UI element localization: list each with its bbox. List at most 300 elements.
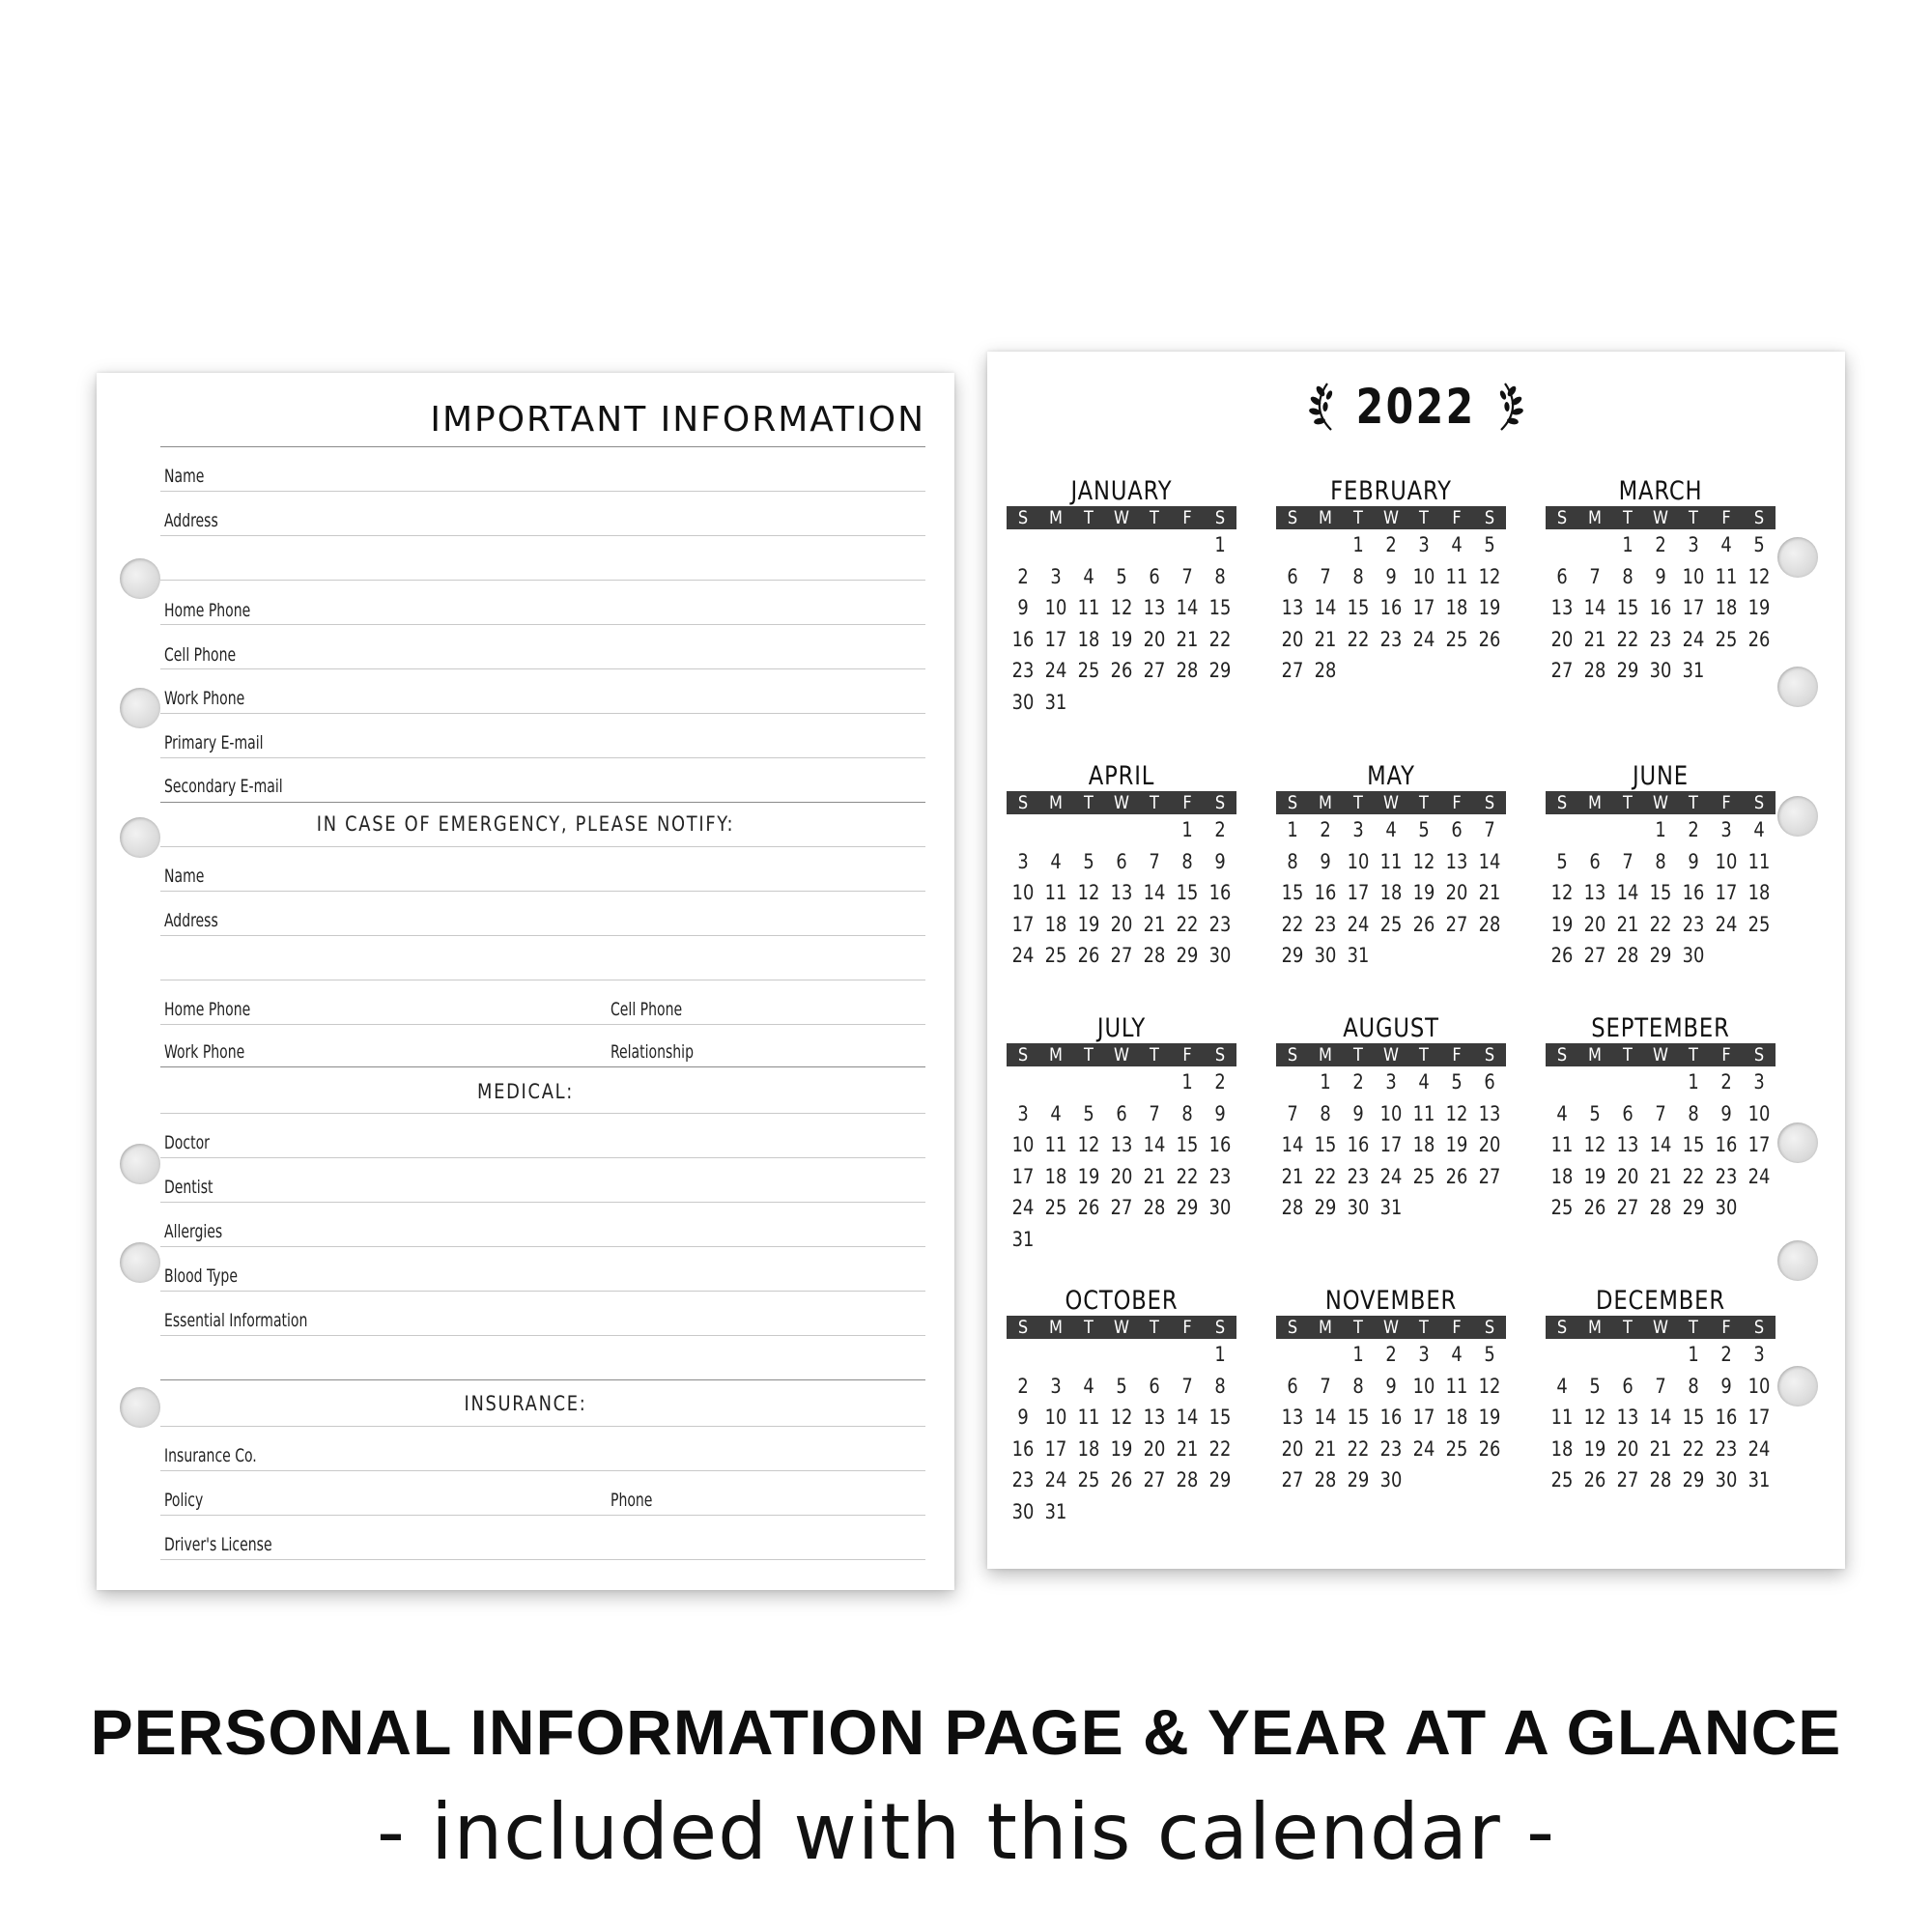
- day-cell: 14: [1649, 1133, 1672, 1156]
- empty-day-cell: [1647, 1066, 1675, 1098]
- day-cell: 3: [1753, 1343, 1765, 1366]
- day-cell: 29: [1682, 1196, 1705, 1219]
- blood-type-label: Blood Type: [164, 1265, 238, 1287]
- day-cell: 21: [1478, 881, 1501, 904]
- weekday-label: M: [1588, 507, 1602, 528]
- day-cell: 27: [1143, 659, 1166, 682]
- month-october: [1007, 1287, 1236, 1527]
- empty-day-cell: [1581, 1066, 1609, 1098]
- day-cell: 28: [1143, 944, 1166, 967]
- day-cell: 14: [1616, 881, 1639, 904]
- day-cell: 19: [1478, 596, 1501, 619]
- weekday-label: W: [1653, 792, 1668, 813]
- day-cell: 18: [1445, 596, 1468, 619]
- day-cell: 8: [1320, 1101, 1331, 1125]
- weekday-label: W: [1383, 507, 1399, 528]
- day-cell: 17: [1011, 1164, 1035, 1188]
- day-cell: 22: [1176, 1164, 1199, 1188]
- day-cell: 18: [1077, 627, 1100, 651]
- day-cell: 13: [1478, 1101, 1501, 1125]
- day-cell: 19: [1550, 912, 1574, 936]
- divider: [160, 802, 925, 803]
- day-cell: 9: [1214, 1101, 1226, 1125]
- emergency-relationship-label: Relationship: [611, 1041, 694, 1063]
- day-cell: 23: [1715, 1164, 1738, 1188]
- day-cell: 18: [1550, 1164, 1574, 1188]
- day-cell: 18: [1445, 1406, 1468, 1429]
- day-cell: 11: [1550, 1406, 1574, 1429]
- binder-hole: [120, 558, 160, 599]
- emergency-work-phone-label: Work Phone: [164, 1041, 245, 1063]
- weekday-label: S: [1484, 1317, 1495, 1338]
- weekday-label: T: [1150, 507, 1159, 528]
- cell-phone-label: Cell Phone: [164, 644, 237, 666]
- day-cell: 21: [1314, 627, 1337, 651]
- weekday-label: M: [1319, 1317, 1332, 1338]
- weekday-header: [1276, 1043, 1506, 1066]
- day-cell: 11: [1077, 596, 1100, 619]
- weekday-label: S: [1484, 507, 1495, 528]
- day-cell: 30: [1011, 1499, 1035, 1523]
- day-cell: 17: [1747, 1406, 1771, 1429]
- day-cell: 28: [1583, 659, 1606, 682]
- weekday-label: W: [1383, 1317, 1399, 1338]
- binder-hole: [1777, 667, 1818, 707]
- weekday-label: F: [1452, 1317, 1462, 1338]
- day-cell: 26: [1110, 659, 1133, 682]
- day-cell: 28: [1176, 659, 1199, 682]
- day-cell: 20: [1616, 1436, 1639, 1461]
- important-information-page: [97, 373, 954, 1590]
- day-cell: 8: [1214, 564, 1226, 588]
- weekday-header: [1007, 1316, 1236, 1339]
- day-cell: 3: [1352, 818, 1364, 841]
- day-cell: 12: [1110, 596, 1133, 619]
- day-cell: 24: [1747, 1164, 1771, 1188]
- empty-day-cell: [1174, 529, 1202, 561]
- day-cell: 18: [1550, 1436, 1574, 1461]
- empty-day-cell: [1009, 1066, 1037, 1098]
- day-cell: 8: [1181, 1101, 1193, 1125]
- month-may: [1276, 762, 1506, 972]
- month-name: FEBRUARY: [1330, 476, 1452, 506]
- day-grid: [1007, 814, 1236, 972]
- divider: [160, 846, 925, 847]
- day-cell: 16: [1208, 881, 1232, 904]
- emergency-address-label: Address: [164, 910, 218, 931]
- empty-day-cell: [1548, 1339, 1577, 1371]
- day-cell: 12: [1110, 1406, 1133, 1429]
- day-cell: 5: [1116, 1374, 1127, 1398]
- emergency-cell-phone-label: Cell Phone: [611, 999, 683, 1020]
- day-cell: 2: [1655, 533, 1666, 556]
- empty-day-cell: [1075, 814, 1103, 846]
- empty-day-cell: [1141, 814, 1169, 846]
- day-cell: 31: [1379, 1196, 1403, 1219]
- day-cell: 3: [1418, 533, 1430, 556]
- day-cell: 24: [1347, 912, 1370, 936]
- month-name: NOVEMBER: [1324, 1286, 1458, 1316]
- day-cell: 11: [1044, 1133, 1067, 1156]
- day-cell: 10: [1044, 1406, 1067, 1429]
- day-cell: 27: [1478, 1164, 1501, 1188]
- policy-line: [160, 1515, 925, 1516]
- day-cell: 22: [1682, 1164, 1705, 1188]
- day-grid: [1546, 814, 1776, 972]
- divider: [160, 1379, 925, 1380]
- day-cell: 14: [1143, 1133, 1166, 1156]
- day-cell: 26: [1478, 1436, 1501, 1461]
- day-cell: 8: [1352, 1374, 1364, 1398]
- day-cell: 3: [1753, 1070, 1765, 1094]
- day-cell: 8: [1688, 1101, 1699, 1125]
- weekday-label: T: [1084, 1044, 1094, 1065]
- month-april: [1007, 762, 1236, 972]
- day-cell: 22: [1649, 912, 1672, 936]
- day-cell: 24: [1715, 912, 1738, 936]
- divider: [160, 1113, 925, 1114]
- day-cell: 19: [1110, 1436, 1133, 1461]
- day-cell: 26: [1110, 1468, 1133, 1492]
- day-cell: 6: [1116, 849, 1127, 873]
- doctor-label: Doctor: [164, 1132, 210, 1153]
- day-cell: 7: [1655, 1374, 1666, 1398]
- day-cell: 26: [1583, 1468, 1606, 1492]
- empty-day-cell: [1009, 814, 1037, 846]
- day-cell: 12: [1583, 1133, 1606, 1156]
- day-cell: 5: [1589, 1101, 1601, 1125]
- day-cell: 11: [1747, 849, 1771, 873]
- day-cell: 28: [1176, 1468, 1199, 1492]
- day-cell: 17: [1682, 596, 1705, 619]
- binder-hole: [1777, 537, 1818, 578]
- day-cell: 8: [1655, 849, 1666, 873]
- day-grid: [1276, 814, 1506, 972]
- day-cell: 27: [1110, 1196, 1133, 1219]
- day-cell: 19: [1747, 596, 1771, 619]
- day-cell: 23: [1649, 627, 1672, 651]
- day-cell: 17: [1044, 1436, 1067, 1461]
- day-cell: 14: [1281, 1133, 1304, 1156]
- month-name: APRIL: [1088, 761, 1155, 791]
- empty-day-cell: [1279, 1066, 1307, 1098]
- day-cell: 19: [1445, 1133, 1468, 1156]
- day-cell: 28: [1649, 1196, 1672, 1219]
- empty-day-cell: [1614, 1339, 1642, 1371]
- day-cell: 3: [1688, 533, 1699, 556]
- day-cell: 24: [1044, 1468, 1067, 1492]
- day-cell: 30: [1314, 944, 1337, 967]
- day-cell: 20: [1616, 1164, 1639, 1188]
- day-cell: 24: [1379, 1164, 1403, 1188]
- day-cell: 12: [1077, 1133, 1100, 1156]
- weekday-label: F: [1721, 507, 1731, 528]
- day-cell: 30: [1347, 1196, 1370, 1219]
- month-september: [1546, 1014, 1776, 1224]
- day-cell: 23: [1715, 1436, 1738, 1461]
- day-cell: 14: [1176, 596, 1199, 619]
- empty-day-cell: [1141, 1066, 1169, 1098]
- divider: [160, 1426, 925, 1427]
- day-cell: 15: [1682, 1133, 1705, 1156]
- empty-day-cell: [1174, 1339, 1202, 1371]
- day-grid: [1276, 1066, 1506, 1224]
- day-cell: 22: [1616, 627, 1639, 651]
- day-cell: 25: [1550, 1196, 1574, 1219]
- day-cell: 2: [1352, 1070, 1364, 1094]
- day-cell: 23: [1208, 1164, 1232, 1188]
- empty-day-cell: [1075, 1339, 1103, 1371]
- weekday-label: T: [1419, 507, 1429, 528]
- empty-day-cell: [1108, 529, 1136, 561]
- day-cell: 17: [1747, 1133, 1771, 1156]
- day-cell: 13: [1110, 1133, 1133, 1156]
- laurel-left-icon: [1302, 380, 1337, 434]
- day-cell: 29: [1616, 659, 1639, 682]
- month-name: DECEMBER: [1596, 1286, 1725, 1316]
- day-cell: 10: [1412, 1374, 1435, 1398]
- day-cell: 25: [1077, 1468, 1100, 1492]
- day-grid: [1546, 529, 1776, 687]
- day-cell: 16: [1379, 596, 1403, 619]
- day-cell: 12: [1445, 1101, 1468, 1125]
- day-cell: 19: [1478, 1406, 1501, 1429]
- weekday-label: S: [1484, 1044, 1495, 1065]
- day-cell: 10: [1347, 849, 1370, 873]
- day-cell: 25: [1550, 1468, 1574, 1492]
- day-cell: 23: [1011, 659, 1035, 682]
- day-cell: 30: [1649, 659, 1672, 682]
- day-cell: 9: [1720, 1101, 1732, 1125]
- empty-day-cell: [1075, 529, 1103, 561]
- drivers-license-line: [160, 1559, 925, 1560]
- weekday-label: T: [1353, 792, 1363, 813]
- day-cell: 18: [1412, 1133, 1435, 1156]
- emergency-name-label: Name: [164, 866, 205, 887]
- weekday-label: S: [1753, 507, 1765, 528]
- day-cell: 29: [1208, 659, 1232, 682]
- weekday-label: T: [1689, 1317, 1698, 1338]
- empty-day-cell: [1279, 529, 1307, 561]
- day-cell: 15: [1208, 596, 1232, 619]
- empty-day-cell: [1581, 529, 1609, 561]
- allergies-label: Allergies: [164, 1221, 223, 1242]
- weekday-header: [1007, 791, 1236, 814]
- weekday-label: M: [1319, 1044, 1332, 1065]
- day-cell: 29: [1176, 1196, 1199, 1219]
- weekday-label: T: [1689, 507, 1698, 528]
- day-cell: 5: [1556, 849, 1568, 873]
- day-cell: 9: [1320, 849, 1331, 873]
- blood-type-line: [160, 1291, 925, 1292]
- weekday-label: S: [1556, 1317, 1568, 1338]
- weekday-label: F: [1721, 1317, 1731, 1338]
- day-cell: 12: [1550, 881, 1574, 904]
- day-cell: 19: [1583, 1164, 1606, 1188]
- day-cell: 16: [1347, 1133, 1370, 1156]
- day-cell: 11: [1412, 1101, 1435, 1125]
- day-cell: 14: [1478, 849, 1501, 873]
- day-cell: 9: [1688, 849, 1699, 873]
- day-cell: 7: [1484, 818, 1495, 841]
- day-cell: 23: [1208, 912, 1232, 936]
- month-name: JUNE: [1633, 761, 1689, 791]
- day-cell: 20: [1550, 627, 1574, 651]
- weekday-header: [1546, 1316, 1776, 1339]
- day-cell: 20: [1281, 1436, 1304, 1461]
- month-name: MARCH: [1618, 476, 1703, 506]
- weekday-label: F: [1721, 1044, 1731, 1065]
- day-cell: 5: [1083, 1101, 1094, 1125]
- day-cell: 5: [1451, 1070, 1463, 1094]
- day-cell: 15: [1176, 1133, 1199, 1156]
- day-cell: 1: [1181, 1070, 1193, 1094]
- weekday-label: M: [1049, 792, 1063, 813]
- weekday-label: S: [1556, 792, 1568, 813]
- day-cell: 21: [1616, 912, 1639, 936]
- day-cell: 24: [1747, 1436, 1771, 1461]
- day-cell: 4: [1083, 1374, 1094, 1398]
- day-cell: 3: [1017, 1101, 1029, 1125]
- day-cell: 5: [1484, 1343, 1495, 1366]
- day-cell: 7: [1320, 564, 1331, 588]
- day-cell: 2: [1214, 1070, 1226, 1094]
- day-cell: 13: [1616, 1406, 1639, 1429]
- day-grid: [1546, 1066, 1776, 1224]
- day-grid: [1276, 1339, 1506, 1496]
- day-cell: 14: [1314, 1406, 1337, 1429]
- day-cell: 10: [1747, 1374, 1771, 1398]
- day-cell: 22: [1347, 627, 1370, 651]
- day-cell: 13: [1143, 1406, 1166, 1429]
- empty-day-cell: [1548, 814, 1577, 846]
- day-cell: 27: [1445, 912, 1468, 936]
- day-cell: 29: [1208, 1468, 1232, 1492]
- day-cell: 26: [1445, 1164, 1468, 1188]
- month-name: MAY: [1367, 761, 1415, 791]
- day-cell: 12: [1478, 1374, 1501, 1398]
- day-cell: 1: [1181, 818, 1193, 841]
- day-cell: 25: [1412, 1164, 1435, 1188]
- day-cell: 25: [1044, 944, 1067, 967]
- dentist-line: [160, 1202, 925, 1203]
- day-cell: 7: [1149, 849, 1160, 873]
- day-cell: 21: [1649, 1164, 1672, 1188]
- weekday-label: S: [1214, 1044, 1226, 1065]
- day-cell: 16: [1314, 881, 1337, 904]
- day-cell: 18: [1715, 596, 1738, 619]
- day-cell: 21: [1176, 627, 1199, 651]
- day-cell: 21: [1143, 912, 1166, 936]
- weekday-label: M: [1319, 792, 1332, 813]
- weekday-label: T: [1623, 1044, 1633, 1065]
- day-cell: 16: [1715, 1133, 1738, 1156]
- name-line: [160, 491, 925, 492]
- home-phone-label: Home Phone: [164, 600, 251, 621]
- day-cell: 30: [1208, 1196, 1232, 1219]
- weekday-label: T: [1623, 1317, 1633, 1338]
- address-line: [160, 535, 925, 536]
- day-cell: 2: [1385, 1343, 1397, 1366]
- day-cell: 21: [1314, 1436, 1337, 1461]
- day-cell: 8: [1688, 1374, 1699, 1398]
- weekday-label: S: [1214, 792, 1226, 813]
- day-cell: 4: [1451, 533, 1463, 556]
- day-cell: 18: [1077, 1436, 1100, 1461]
- day-cell: 1: [1320, 1070, 1331, 1094]
- day-cell: 13: [1616, 1133, 1639, 1156]
- day-cell: 13: [1110, 881, 1133, 904]
- emergency-heading: IN CASE OF EMERGENCY, PLEASE NOTIFY:: [316, 812, 735, 836]
- day-cell: 30: [1011, 690, 1035, 714]
- essential-info-line: [160, 1335, 925, 1336]
- day-cell: 30: [1208, 944, 1232, 967]
- day-cell: 30: [1715, 1468, 1738, 1492]
- day-cell: 26: [1747, 627, 1771, 651]
- day-cell: 13: [1445, 849, 1468, 873]
- day-cell: 14: [1583, 596, 1606, 619]
- day-cell: 6: [1149, 1374, 1160, 1398]
- weekday-label: W: [1114, 507, 1129, 528]
- empty-day-cell: [1042, 529, 1070, 561]
- day-cell: 20: [1143, 1436, 1166, 1461]
- day-cell: 22: [1347, 1436, 1370, 1461]
- day-cell: 1: [1688, 1343, 1699, 1366]
- month-february: [1276, 477, 1506, 687]
- insurance-phone-label: Phone: [611, 1490, 653, 1511]
- day-cell: 17: [1044, 627, 1067, 651]
- day-cell: 2: [1017, 564, 1029, 588]
- work-phone-label: Work Phone: [164, 688, 245, 709]
- day-cell: 10: [1682, 564, 1705, 588]
- day-cell: 28: [1314, 1468, 1337, 1492]
- weekday-label: T: [1150, 792, 1159, 813]
- day-cell: 22: [1682, 1436, 1705, 1461]
- emergency-name-line: [160, 891, 925, 892]
- day-cell: 2: [1320, 818, 1331, 841]
- day-cell: 12: [1478, 564, 1501, 588]
- month-january: [1007, 477, 1236, 718]
- day-cell: 21: [1176, 1436, 1199, 1461]
- weekday-header: [1007, 506, 1236, 529]
- empty-day-cell: [1042, 814, 1070, 846]
- day-cell: 15: [1314, 1133, 1337, 1156]
- day-cell: 27: [1616, 1468, 1639, 1492]
- day-cell: 16: [1379, 1406, 1403, 1429]
- day-cell: 1: [1214, 1343, 1226, 1366]
- day-cell: 12: [1412, 849, 1435, 873]
- day-cell: 7: [1149, 1101, 1160, 1125]
- drivers-license-label: Driver's License: [164, 1534, 272, 1555]
- weekday-label: W: [1653, 1044, 1668, 1065]
- weekday-label: W: [1114, 1317, 1129, 1338]
- empty-day-cell: [1581, 1339, 1609, 1371]
- weekday-label: S: [1287, 1044, 1298, 1065]
- day-cell: 27: [1616, 1196, 1639, 1219]
- medical-heading: MEDICAL:: [477, 1080, 574, 1103]
- day-cell: 28: [1143, 1196, 1166, 1219]
- weekday-label: F: [1182, 507, 1192, 528]
- day-cell: 16: [1011, 1436, 1035, 1461]
- day-cell: 22: [1176, 912, 1199, 936]
- empty-day-cell: [1108, 1066, 1136, 1098]
- weekday-label: F: [1721, 792, 1731, 813]
- weekday-label: S: [1017, 507, 1029, 528]
- day-cell: 25: [1077, 659, 1100, 682]
- empty-day-cell: [1108, 814, 1136, 846]
- month-july: [1007, 1014, 1236, 1255]
- weekday-label: T: [1084, 792, 1094, 813]
